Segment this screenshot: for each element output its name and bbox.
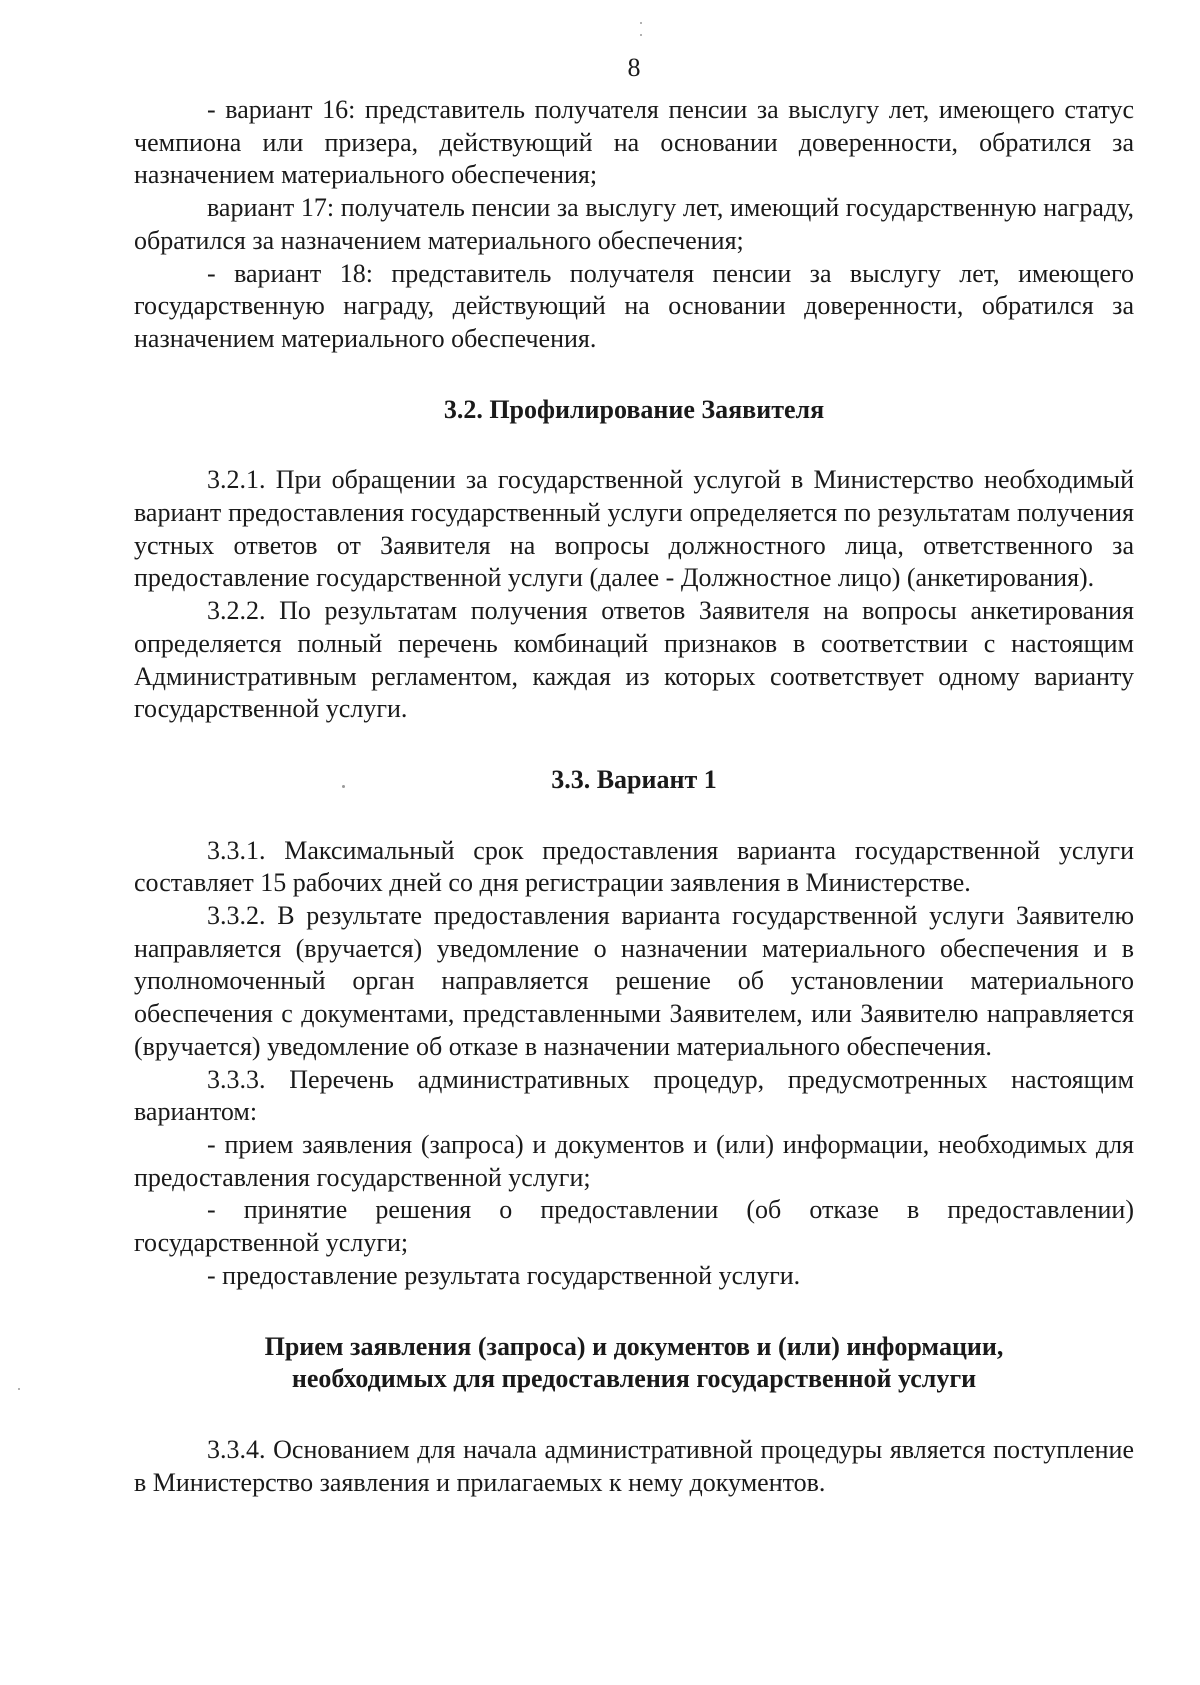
paragraph-variant-16: - вариант 16: представитель получателя пенсии за выслугу лет, имеющего статус чемпиона или призера, действующий на основании доверенности, обратился за назначением материального обеспечения; xyxy=(134,95,1134,190)
list-item-procedure-3: - предоставление результата государственной услуги. xyxy=(207,1260,801,1290)
paragraph-3-2-1: 3.2.1. При обращении за государственной услугой в Министерство необходимый вариант предоставления государственный услуги определяется по результатам получения устных ответов от Заявителя на вопросы должностного лица, ответственного за предоставление государственной услуги (далее - Должностное лицо) (анкетирования). xyxy=(134,465,1134,593)
paragraph-variant-18: - вариант 18: представитель получателя пенсии за выслугу лет, имеющего государственную награду, действующий на основании доверенности, обратился за назначением материального обеспечения. xyxy=(134,258,1134,353)
document-page xyxy=(134,0,1134,1685)
subsection-heading-reception: Прием заявления (запроса) и документов и (или) информации, необходимых для предоставления государственной услуги xyxy=(264,1331,1004,1394)
paragraph-3-3-2: 3.3.2. В результате предоставления варианта государственной услуги Заявителю направляется (вручается) уведомление о назначении материального обеспечения и в уполномоченный орган направляется решение об установлении материального обеспечения с документами, представленными Заявителем, или Заявителю направляется (вручается) уведомление об отказе в назначении материального обеспечения. xyxy=(134,901,1134,1061)
paragraph-3-3-1: 3.3.1. Максимальный срок предоставления варианта государственной услуги составляет 15 рабочих дней со дня регистрации заявления в Министерстве. xyxy=(134,835,1134,898)
page-number: 8 xyxy=(627,53,641,82)
paragraph-3-3-4: 3.3.4. Основанием для начала административной процедуры является поступление в Министерство заявления и прилагаемых к нему документов. xyxy=(134,1434,1134,1497)
section-heading-3-2: 3.2. Профилирование Заявителя xyxy=(443,394,825,424)
paragraph-3-3-3: 3.3.3. Перечень административных процедур, предусмотренных настоящим вариантом: xyxy=(134,1064,1134,1127)
scan-speck xyxy=(18,1388,20,1390)
list-item-procedure-1: - прием заявления (запроса) и документов и (или) информации, необходимых для предоставления государственной услуги; xyxy=(134,1129,1134,1192)
document-body xyxy=(134,94,1134,1499)
list-item-procedure-2: - принятие решения о предоставлении (об отказе в предоставлении) государственной услуги; xyxy=(134,1195,1134,1258)
paragraph-variant-17: вариант 17: получатель пенсии за выслугу лет, имеющий государственную награду, обратился за назначением материального обеспечения; xyxy=(134,193,1134,255)
section-heading-3-3: 3.3. Вариант 1 xyxy=(551,764,717,794)
scan-speck xyxy=(342,785,345,788)
scan-speck xyxy=(640,34,642,36)
scan-speck xyxy=(640,22,642,24)
paragraph-3-2-2: 3.2.2. По результатам получения ответов Заявителя на вопросы анкетирования определяется полный перечень комбинаций признаков в соответствии с настоящим Административным регламентом, каждая из которых соответствует одному варианту государственной услуги. xyxy=(134,596,1134,724)
